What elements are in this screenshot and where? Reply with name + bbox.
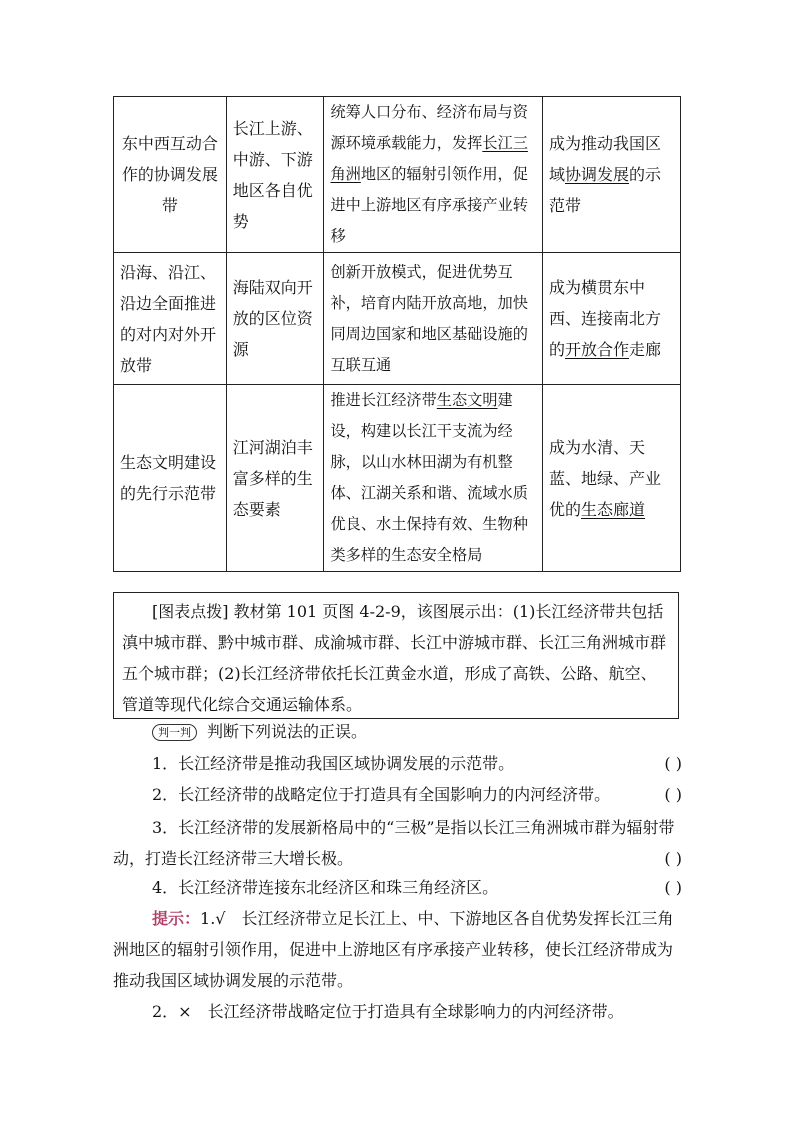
underlined-keyword: 长江三角洲 — [330, 134, 528, 183]
cell-text: 成为推动我国区域 — [549, 134, 662, 184]
cell-text: 统筹人口分布、经济布局与资源环境承载能力，发挥 — [330, 103, 528, 152]
chart-tip-text: 教材第 101 页图 4-2-9，该图展示出：(1)长江经济带共包括滇中城市群、黔中城市群、成渝城市群、长江中游城市群、长江三角洲城市群五个城市群；(2)长江经济带依托长江黄金水道，形成了高铁、公路、航空、管道等现代化综合交通运输体系。 — [122, 602, 667, 714]
cell-text: 走廊 — [629, 340, 662, 359]
table-row — [114, 97, 681, 253]
table-row — [114, 253, 681, 385]
cell-text: 创新开放模式，促进优势互补，培育内陆开放高地，加快同周边国家和地区基础设施的互联互通 — [330, 262, 528, 374]
table-cell-goal — [543, 97, 681, 253]
answer-2: 2．× 长江经济带战略定位于打造具有全球影响力的内河经济带。 — [152, 1002, 624, 1021]
judge-item-4 — [152, 876, 682, 900]
underlined-keyword: 生态廊道 — [581, 499, 646, 519]
judge-badge: 判一判 — [152, 724, 197, 741]
answer-blank: ( ) — [664, 785, 682, 804]
question-text: 3．长江经济带的发展新格局中的“三极”是指以长江三角洲城市群为辐射带动，打造长江经济带三大增长极。 — [113, 818, 675, 868]
chart-tip-label: [图表点拨] — [152, 602, 229, 621]
answer-blank: ( ) — [664, 878, 682, 897]
table-cell-goal — [543, 385, 681, 572]
table-cell-positioning: 生态文明建设的先行示范带 — [114, 385, 227, 572]
cell-text: 成为横贯东中西、连接南北方的 — [549, 278, 662, 359]
answer-hint — [113, 903, 682, 996]
cell-text: 建设，构建以长江干支流为经脉，以山水林田湖为有机整体、江湖关系和谐、流域水质优良、水土保持有效、生物种类多样的生态安全格局 — [330, 391, 528, 564]
underlined-keyword: 生态文明 — [436, 391, 498, 409]
chart-tip-box — [113, 592, 679, 719]
table-cell-goal — [543, 253, 681, 385]
answer-1-text: 1.√ 长江经济带立足长江上、中、下游地区各自优势发挥长江三角洲地区的辐射引领作用，促进中上游地区有序承接产业转移，使长江经济带成为推动我国区域协调发展的示范带。 — [113, 909, 674, 990]
underlined-keyword: 开放合作 — [565, 340, 630, 359]
answer-blank: ( ) — [664, 754, 682, 773]
yangtze-belt-table — [113, 96, 681, 572]
table-cell-basis: 江河湖泊丰富多样的生态要素 — [226, 385, 324, 572]
tip-label: 提示： — [152, 909, 201, 928]
question-text: 2．长江经济带的战略定位于打造具有全国影响力的内河经济带。 — [152, 785, 611, 804]
judge-section-header — [152, 720, 367, 744]
cell-text: 成为水清、天蓝、地绿、产业优的 — [549, 437, 662, 519]
judge-item-2 — [152, 783, 682, 807]
underlined-keyword: 协调发展 — [565, 165, 630, 184]
question-text: 1．长江经济带是推动我国区域协调发展的示范带。 — [152, 754, 515, 773]
table-cell-measures — [324, 97, 543, 253]
judge-instruction: 判断下列说法的正误。 — [207, 722, 368, 741]
answer-blank: ( ) — [664, 849, 682, 868]
judge-item-3 — [113, 812, 682, 874]
table-cell-measures — [324, 253, 543, 385]
table-cell-basis: 长江上游、中游、下游地区各自优势 — [226, 97, 324, 253]
cell-text: 推进长江经济带 — [330, 391, 437, 409]
table-row — [114, 385, 681, 572]
table-cell-positioning: 沿海、沿江、沿边全面推进的对内对外开放带 — [114, 253, 227, 385]
table-cell-measures — [324, 385, 543, 572]
judge-item-1 — [152, 752, 682, 776]
question-text: 4．长江经济带连接东北经济区和珠三角经济区。 — [152, 878, 499, 897]
table-cell-basis: 海陆双向开放的区位资源 — [226, 253, 324, 385]
cell-text: 的示范带 — [549, 165, 662, 215]
table-cell-positioning: 东中西互动合作的协调发展带 — [114, 97, 227, 253]
cell-text: 地区的辐射引领作用，促进中上游地区有序承接产业转移 — [330, 165, 528, 245]
